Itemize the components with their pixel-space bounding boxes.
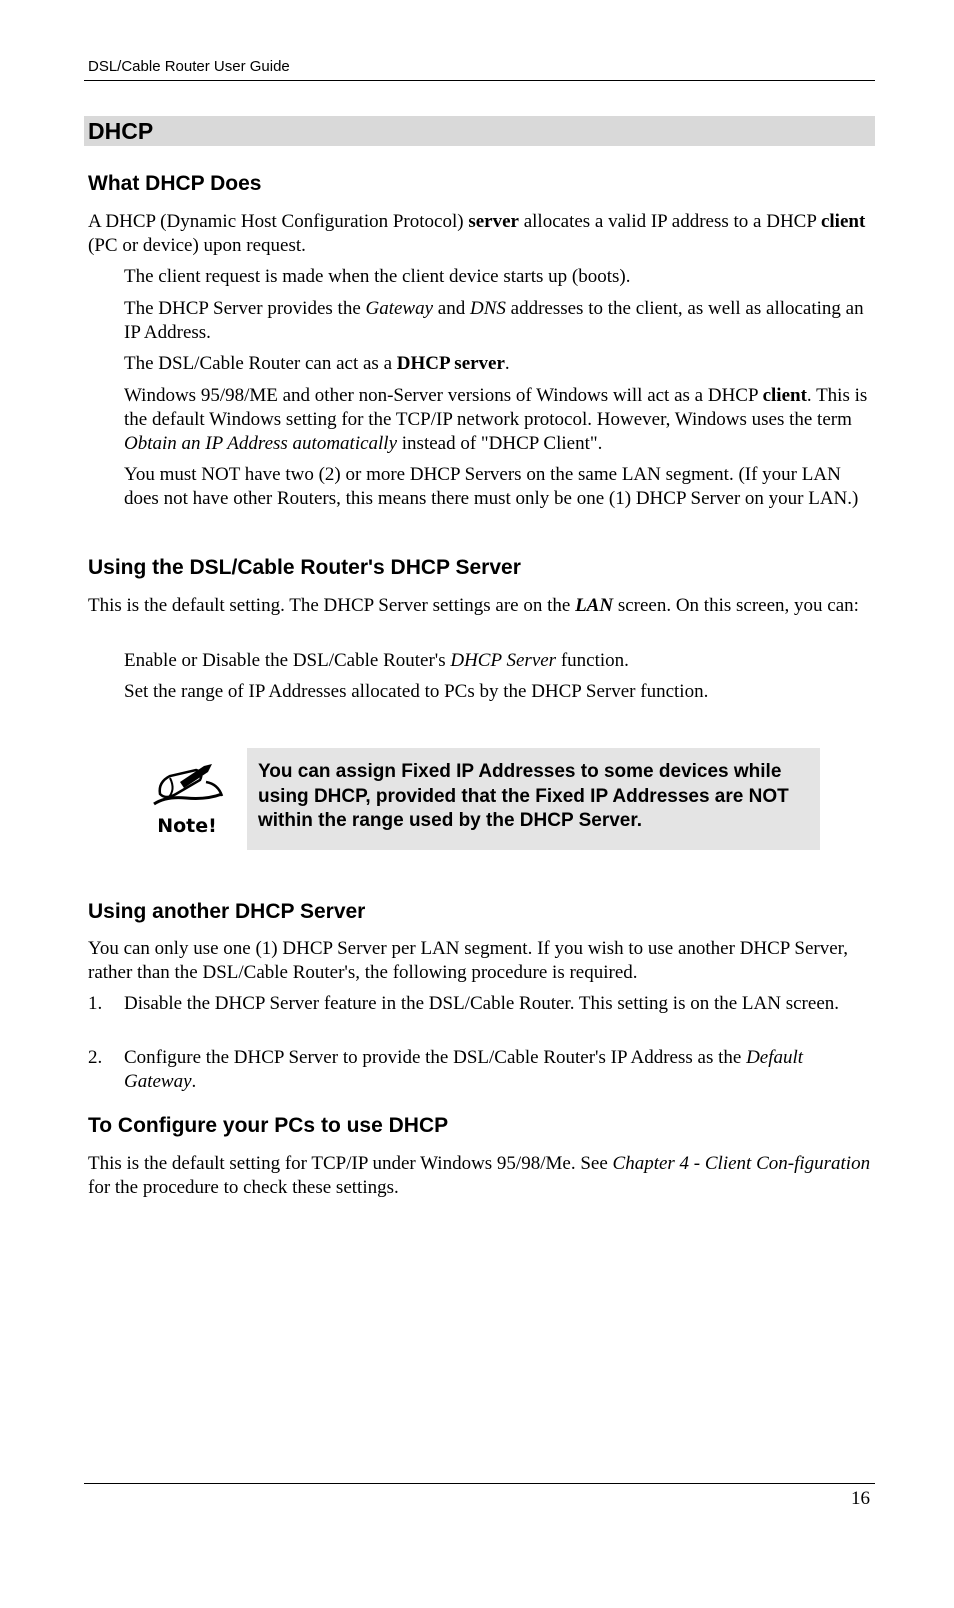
note-pencil-icon bbox=[146, 760, 228, 838]
header-rule bbox=[84, 80, 875, 81]
running-header: DSL/Cable Router User Guide bbox=[88, 58, 290, 75]
section-title: DHCP bbox=[88, 118, 154, 144]
what-bullet-gateway-dns: The DHCP Server provides the Gateway and DNS addresses to the client, as well as allocating an IP Address. bbox=[124, 298, 864, 343]
step-2-text: Configure the DHCP Server to provide the DSL/Cable Router's IP Address as the Default Gateway. bbox=[124, 1047, 804, 1092]
what-bullet-one-server: You must NOT have two (2) or more DHCP Servers on the same LAN segment. (If your LAN does not have other Routers, this means there must only be one (1) DHCP Server on your LAN.) bbox=[124, 464, 859, 509]
note-box bbox=[247, 748, 820, 850]
section-title-bar bbox=[84, 116, 875, 146]
step-2-number: 2. bbox=[88, 1047, 103, 1068]
step-1-number: 1. bbox=[88, 993, 103, 1014]
heading-configure-pcs: To Configure your PCs to use DHCP bbox=[88, 1114, 449, 1137]
footer-rule bbox=[84, 1483, 875, 1484]
heading-using-another-dhcp: Using another DHCP Server bbox=[88, 900, 366, 923]
heading-using-router-dhcp: Using the DSL/Cable Router's DHCP Server bbox=[88, 556, 521, 579]
using-router-bullet-enable: Enable or Disable the DSL/Cable Router's DHCP Server function. bbox=[124, 650, 629, 671]
what-bullet-windows-client: Windows 95/98/ME and other non-Server versions of Windows will act as a DHCP client. This is the default Windows setting for the TCP/IP network protocol. However, Windows uses the term Obtain an IP Address automatically instead of "DHCP Client". bbox=[124, 385, 868, 454]
heading-what-dhcp-does: What DHCP Does bbox=[88, 172, 262, 195]
another-intro: You can only use one (1) DHCP Server per LAN segment. If you wish to use another DHCP Server, rather than the DSL/Cable Router's, the following procedure is required. bbox=[88, 938, 848, 983]
using-router-bullet-range: Set the range of IP Addresses allocated to PCs by the DHCP Server function. bbox=[124, 681, 709, 702]
configure-paragraph: This is the default setting for TCP/IP under Windows 95/98/Me. See Chapter 4 - Client Con-figuration for the procedure to check these settings. bbox=[88, 1153, 871, 1198]
step-1-text: Disable the DHCP Server feature in the DSL/Cable Router. This setting is on the LAN screen. bbox=[124, 993, 839, 1014]
what-intro-paragraph: A DHCP (Dynamic Host Configuration Protocol) server allocates a valid IP address to a DHCP client (PC or device) upon request. bbox=[88, 211, 866, 256]
using-router-intro: This is the default setting. The DHCP Server settings are on the LAN screen. On this screen, you can: bbox=[88, 595, 859, 616]
page-number: 16 bbox=[851, 1488, 870, 1509]
what-bullet-client-request: The client request is made when the client device starts up (boots). bbox=[124, 266, 631, 287]
note-text: You can assign Fixed IP Addresses to some devices while using DHCP, provided that the Fixed IP Addresses are NOT within the range used by the DHCP Server. bbox=[258, 761, 789, 831]
note-icon-label: Note! bbox=[157, 815, 217, 837]
what-bullet-router-server: The DSL/Cable Router can act as a DHCP server. bbox=[124, 353, 510, 374]
